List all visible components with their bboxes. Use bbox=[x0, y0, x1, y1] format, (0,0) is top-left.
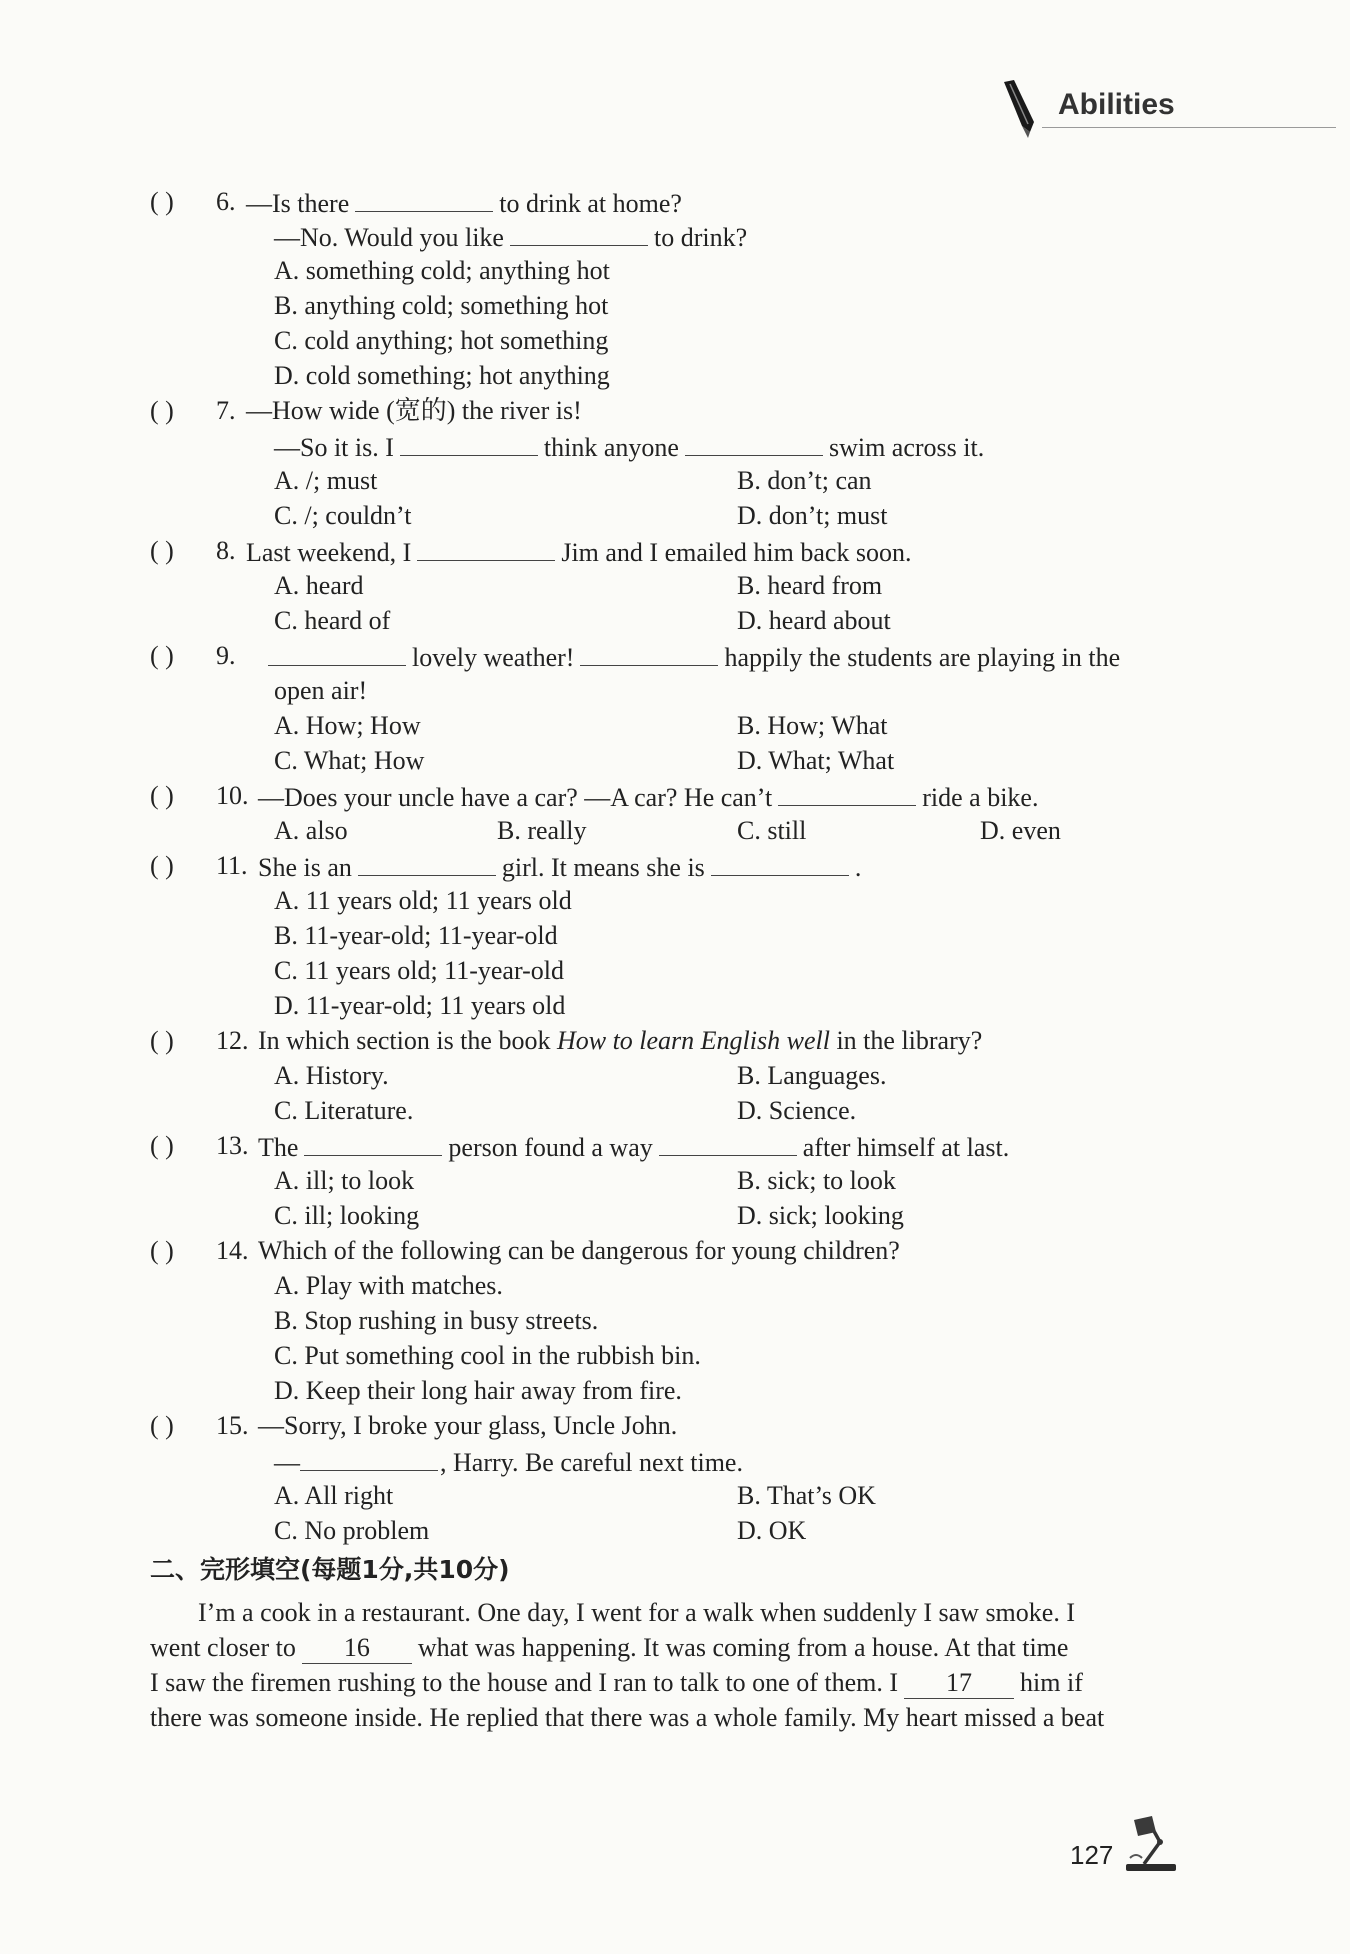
answer-blank bbox=[300, 1446, 438, 1471]
answer-blank bbox=[355, 187, 493, 212]
answer-blank bbox=[659, 1131, 797, 1156]
answer-blank bbox=[304, 1131, 442, 1156]
question-stem: lovely weather! happily the students are playing in the bbox=[268, 641, 1120, 673]
answer-bracket[interactable]: ( ) bbox=[150, 1131, 174, 1160]
question-number: 15. bbox=[216, 1411, 249, 1440]
pen-icon bbox=[1000, 78, 1044, 142]
page-header bbox=[1000, 78, 1336, 138]
question-number: 12. bbox=[216, 1026, 249, 1055]
answer-blank bbox=[580, 641, 718, 666]
answer-blank bbox=[417, 536, 555, 561]
question-number: 14. bbox=[216, 1236, 249, 1265]
answer-blank bbox=[685, 431, 823, 456]
question-stem: Which of the following can be dangerous for young children? bbox=[258, 1236, 900, 1265]
answer-bracket[interactable]: ( ) bbox=[150, 187, 174, 216]
answer-bracket[interactable]: ( ) bbox=[150, 851, 174, 880]
answer-bracket[interactable]: ( ) bbox=[150, 781, 174, 810]
question-stem: —How wide (宽的) the river is! bbox=[246, 396, 582, 425]
cloze-blank-17: 17 bbox=[904, 1668, 1014, 1699]
answer-bracket[interactable]: ( ) bbox=[150, 536, 174, 565]
workbook-page: Abilities ( ) 6. —Is there to drink at home? —No. Would you like to drink? A. something cold; anything hot B. anything cold; something hot C. cold anything; hot something D. cold something; hot anything ( ) 7. —How wide (宽的) the river is! —So it is. I think anyone swim across it. A. /; must B. don’t; can C. /; couldn’t D. don’t; must ( ) 8. Last weekend, I Jim and I emailed him back soon. A. heard B. heard from C. heard of D. heard about ( ) 9. lovely weather! happily the students are playing in the open air! A. How; How B. How; What C. What; How D. What; What ( ) 10. —Does your uncle have a car? —A car? He can’t ride a bike. A. also B. really C. still D. even ( ) 11. She is an girl. It means she is . A. 11 years old; 11 years old B. 11-year-old; 11-year-old C. 11 years old; 11-year-old D. 11-year-old; 11 years old ( ) 12. In which section is the book How to learn English well in the library? A. History. B. Languages. C. Literature. D. Science. ( ) 13. The person found a way after himself at last. A. ill; to look B. sick; to look C. ill; looking D. sick; looking ( ) 14. Which of the following can be dangerous for young children? A. Play with matches. B. Stop rushing in busy streets. C. Put something cool in the rubbish bin. D. Keep their long hair away from fire. ( ) 15. —Sorry, I broke your glass, Uncle John. — , Harry. Be careful next time. A. All right B. That’s OK C. No problem D. OK 二、完形填空(每题1分,共10分) I’m a cook in a restaurant. One day, I went for a walk when suddenly I saw smoke. I went closer to 16 what was happening. It was coming from a house. At that time I saw the firemen rushing to the house and I ran to talk to one of them. I 17 him if there was someone inside. He replied that there was a whole family. My heart missed a beat 127 bbox=[0, 0, 1350, 1954]
question-stem: She is an girl. It means she is . bbox=[258, 853, 862, 882]
answer-bracket[interactable]: ( ) bbox=[150, 1411, 174, 1440]
question-stem: —Sorry, I broke your glass, Uncle John. bbox=[258, 1411, 678, 1440]
question-stem: —So it is. I think anyone swim across it. bbox=[274, 433, 985, 462]
desk-lamp-icon bbox=[1120, 1812, 1182, 1874]
answer-blank bbox=[778, 781, 916, 806]
answer-blank bbox=[268, 641, 406, 666]
question-stem: — , Harry. Be careful next time. bbox=[274, 1448, 743, 1477]
answer-blank bbox=[358, 851, 496, 876]
question-number: 9. bbox=[216, 641, 236, 670]
header-rule bbox=[1042, 127, 1336, 128]
question-number: 8. bbox=[216, 536, 236, 565]
section-title: Abilities bbox=[1058, 88, 1175, 121]
question-number: 7. bbox=[216, 396, 236, 425]
answer-bracket[interactable]: ( ) bbox=[150, 641, 174, 670]
question-number: 10. bbox=[216, 781, 249, 810]
answer-bracket[interactable]: ( ) bbox=[150, 396, 174, 425]
question-stem: —No. Would you like to drink? bbox=[274, 223, 748, 252]
question-stem: Last weekend, I Jim and I emailed him back soon. bbox=[246, 538, 912, 567]
cloze-blank-16: 16 bbox=[302, 1633, 412, 1664]
section-heading: 二、完形填空(每题1分,共10分) bbox=[150, 1555, 510, 1584]
question-stem: The person found a way after himself at last. bbox=[258, 1133, 1010, 1162]
book-title: How to learn English well bbox=[556, 1026, 830, 1055]
question-stem: In which section is the book How to learn English well in the library? bbox=[258, 1026, 983, 1055]
question-number: 11. bbox=[216, 851, 248, 880]
answer-bracket[interactable]: ( ) bbox=[150, 1026, 174, 1055]
question-stem: —Is there to drink at home? bbox=[246, 189, 682, 218]
answer-blank bbox=[510, 221, 648, 246]
answer-bracket[interactable]: ( ) bbox=[150, 1236, 174, 1265]
question-number: 13. bbox=[216, 1131, 249, 1160]
answer-blank bbox=[400, 431, 538, 456]
answer-blank bbox=[711, 851, 849, 876]
page-number: 127 bbox=[1070, 1840, 1114, 1870]
question-stem: —Does your uncle have a car? —A car? He can’t ride a bike. bbox=[258, 783, 1039, 812]
question-number: 6. bbox=[216, 187, 236, 216]
